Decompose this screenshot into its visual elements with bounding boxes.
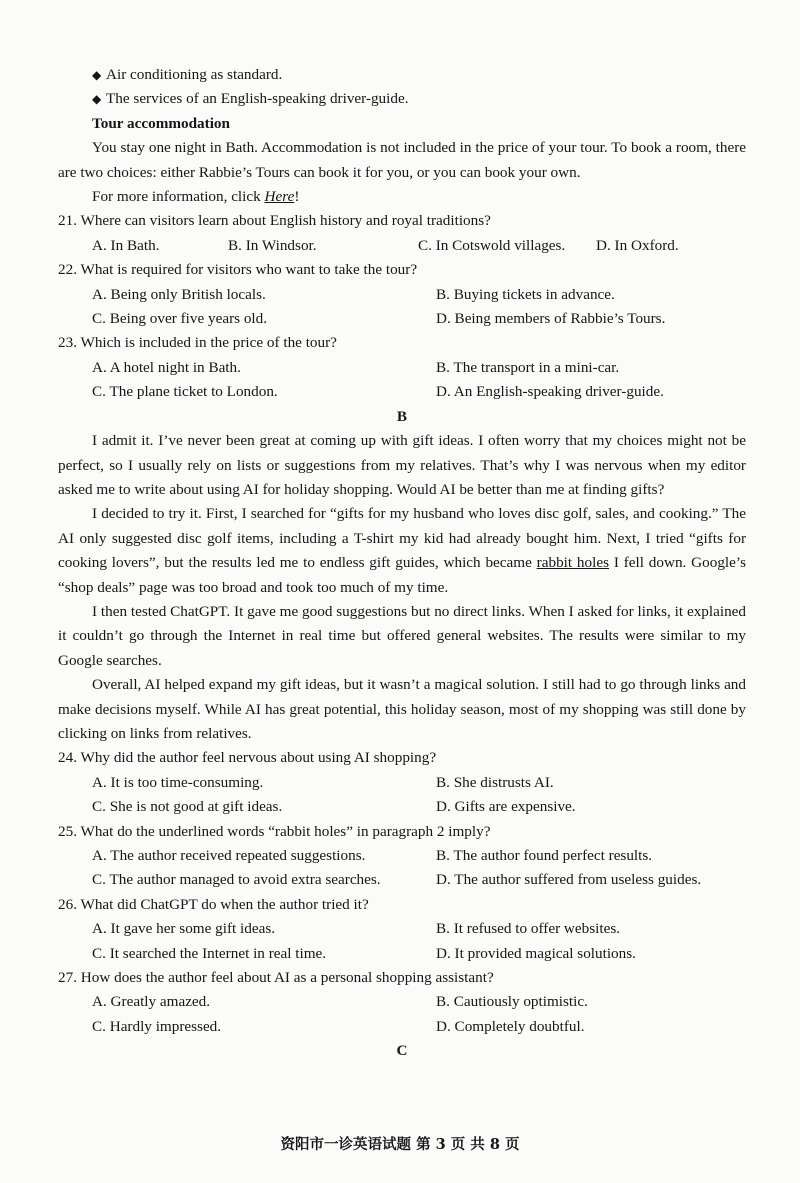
question-27 [58, 966, 746, 1039]
bullet-item: ◆ The services of an English-speaking driver-guide. [58, 87, 746, 111]
question-25 [58, 820, 746, 893]
option-a: A. It gave her some gift ideas. [92, 920, 276, 938]
option-b: B. Buying tickets in advance. [436, 285, 615, 303]
question-24 [58, 746, 746, 819]
question-stem: 23. Which is included in the price of the tour? [58, 334, 337, 352]
question-22 [58, 258, 746, 331]
option-b: B. She distrusts AI. [436, 773, 554, 791]
diamond-bullet-icon: ◆ [92, 92, 102, 107]
question-stem: 22. What is required for visitors who want to take the tour? [58, 261, 418, 279]
section-b-title: B [396, 407, 408, 425]
section-heading: Tour accommodation [92, 114, 230, 132]
option-d: D. It provided magical solutions. [436, 944, 636, 962]
option-d: D. The author suffered from useless guides. [436, 871, 702, 889]
exam-page [58, 63, 746, 1064]
diamond-bullet-icon: ◆ [92, 68, 102, 82]
paragraph: I admit it. I’ve never been great at coming up with gift ideas. I often worry that my choices might not be perfect, so I usually rely on lists or suggestions from my relatives. That’s why I was nervous when my editor asked me to write about using AI for holiday shopping. Would AI be better than me at finding gifts? [58, 432, 746, 498]
option-b: B. Cautiously optimistic. [436, 993, 588, 1011]
page-footer: 资阳市一诊英语试题 第 3 页 共 8 页 [280, 1136, 520, 1153]
paragraph: You stay one night in Bath. Accommodation is not included in the price of your tour. To book a room, there are two choices: either Rabbie’s Tours can book it for you, or you can book your own. [58, 139, 746, 181]
question-26 [58, 893, 746, 966]
option-d: D. Completely doubtful. [436, 1017, 585, 1035]
question-stem: 26. What did ChatGPT do when the author tried it? [58, 895, 369, 913]
question-stem: 24. Why did the author feel nervous about using AI shopping? [58, 749, 437, 767]
paragraph: Overall, AI helped expand my gift ideas, but it wasn’t a magical solution. I still had to go through links and make decisions myself. While AI has great potential, this holiday season, most of my shopping was still done by clicking on links from relatives. [58, 676, 746, 742]
question-21 [58, 209, 746, 258]
question-stem: 21. Where can visitors learn about English history and royal traditions? [58, 212, 491, 230]
option-d: D. Being members of Rabbie’s Tours. [436, 310, 666, 328]
section-c-title: C [396, 1042, 408, 1060]
question-23 [58, 331, 746, 404]
option-c: C. Being over five years old. [92, 310, 268, 328]
option-a: A. The author received repeated suggestions. [92, 847, 366, 864]
paragraph: I decided to try it. First, I searched for “gifts for my husband who loves disc golf, sales, and cooking.” The AI only suggested disc golf items, including a T-shirt my kid had already bought him. Next, I tried “gifts for cooking lovers”, but the results led me to endless gift guides, which became rabbit holes I fell down. Google’s “shop deals” page was too broad and took too much of my time. [58, 505, 747, 596]
option-c: C. Hardly impressed. [92, 1017, 222, 1035]
option-c: C. In Cotswold villages. [418, 236, 566, 254]
option-c: C. It searched the Internet in real time. [92, 944, 327, 962]
paragraph: I then tested ChatGPT. It gave me good suggestions but no direct links. When I asked for links, it explained it couldn’t go through the Internet in real time but offered general websites. The results were similar to my Google searches. [58, 602, 746, 669]
here-link[interactable]: Here [264, 188, 295, 206]
option-c: C. The plane ticket to London. [92, 383, 278, 401]
question-stem: 25. What do the underlined words “rabbit holes” in paragraph 2 imply? [58, 822, 491, 840]
option-b: B. The transport in a mini-car. [436, 358, 620, 376]
option-b: B. It refused to offer websites. [436, 920, 621, 938]
bullet-item: ◆ Air conditioning as standard. [58, 63, 746, 87]
option-c: C. The author managed to avoid extra searches. [92, 871, 381, 889]
option-b: B. In Windsor. [228, 236, 317, 254]
option-d: D. In Oxford. [596, 236, 679, 254]
option-b: B. The author found perfect results. [436, 847, 653, 864]
option-a: A. A hotel night in Bath. [92, 358, 241, 376]
question-stem: 27. How does the author feel about AI as a personal shopping assistant? [58, 969, 494, 987]
underlined-phrase: rabbit holes [536, 554, 609, 572]
option-a: A. Being only British locals. [92, 285, 266, 303]
option-c: C. She is not good at gift ideas. [92, 798, 283, 816]
option-a: A. It is too time-consuming. [92, 773, 264, 791]
option-a: A. In Bath. [92, 236, 160, 254]
option-d: D. An English-speaking driver-guide. [436, 383, 664, 401]
more-info-line: For more information, click Here! [92, 188, 300, 206]
option-d: D. Gifts are expensive. [436, 798, 576, 816]
option-a: A. Greatly amazed. [92, 993, 211, 1011]
